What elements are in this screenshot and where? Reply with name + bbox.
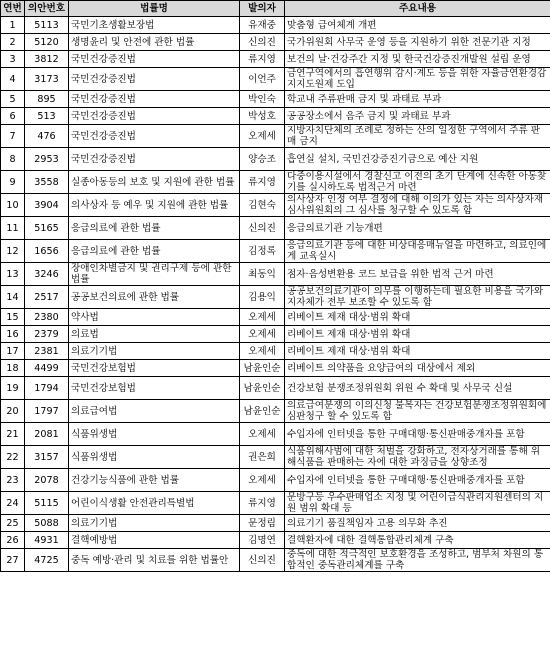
row-main-content: 국가위원회 사무국 운영 등을 지원하기 위한 전문기관 지정 <box>285 34 550 51</box>
table-row <box>1 263 550 286</box>
row-law-name: 의료법 <box>69 326 240 343</box>
row-main-content: 학교내 주류판매 금지 및 과태료 부과 <box>285 91 550 108</box>
row-index: 9 <box>1 171 25 194</box>
row-proposer: 유재중 <box>240 17 285 34</box>
row-main-content: 공공장소에서 음주 금지 및 과태료 부과 <box>285 108 550 125</box>
table-row <box>1 51 550 68</box>
header-bill-number: 의안번호 <box>25 1 69 17</box>
row-proposer: 류지영 <box>240 492 285 515</box>
header-row <box>1 1 550 17</box>
row-main-content: 리베이트 의약품을 요양급여의 대상에서 제외 <box>285 360 550 377</box>
table-row <box>1 469 550 492</box>
row-index: 7 <box>1 125 25 148</box>
table-row <box>1 194 550 217</box>
row-law-name: 국민건강보험법 <box>69 360 240 377</box>
row-proposer: 양승조 <box>240 148 285 171</box>
row-main-content: 점자·음성변환용 코드 보급을 위한 법적 근거 마련 <box>285 263 550 286</box>
row-proposer: 남윤인순 <box>240 400 285 423</box>
table-body <box>1 17 550 572</box>
table-row <box>1 17 550 34</box>
row-law-name: 국민건강증진법 <box>69 148 240 171</box>
row-bill-number: 895 <box>25 91 69 108</box>
row-index: 12 <box>1 240 25 263</box>
row-law-name: 국민기초생활보장법 <box>69 17 240 34</box>
row-main-content: 리베이트 제재 대상·범위 확대 <box>285 326 550 343</box>
row-law-name: 국민건강증진법 <box>69 108 240 125</box>
row-main-content: 금연구역에서의 흡연행위 감시·계도 등을 위한 자율금연환경감지지도원제 도입 <box>285 68 550 91</box>
row-law-name: 장애인차별금지 및 권리구제 등에 관한 법률 <box>69 263 240 286</box>
row-main-content: 공공보건의료기관이 의무를 이행하는데 필요한 비용을 국가와 지자체가 전부 보조할 수 있도록 함 <box>285 286 550 309</box>
row-law-name: 결핵예방법 <box>69 532 240 549</box>
row-index: 27 <box>1 549 25 572</box>
row-main-content: 의료기기 품질책임자 고용 의무화 추진 <box>285 515 550 532</box>
row-main-content: 리베이트 제재 대상·범위 확대 <box>285 343 550 360</box>
row-proposer: 권은희 <box>240 446 285 469</box>
row-proposer: 박인숙 <box>240 91 285 108</box>
row-index: 2 <box>1 34 25 51</box>
table-row <box>1 68 550 91</box>
row-bill-number: 5113 <box>25 17 69 34</box>
row-bill-number: 4499 <box>25 360 69 377</box>
row-law-name: 건강기능식품에 관한 법률 <box>69 469 240 492</box>
row-bill-number: 476 <box>25 125 69 148</box>
row-law-name: 응급의료에 관한 법률 <box>69 217 240 240</box>
row-index: 23 <box>1 469 25 492</box>
row-main-content: 보건의 날·건강주간 지정 및 한국건강증진개발원 설립 운영 <box>285 51 550 68</box>
row-proposer: 오제세 <box>240 343 285 360</box>
row-index: 17 <box>1 343 25 360</box>
row-index: 26 <box>1 532 25 549</box>
row-index: 22 <box>1 446 25 469</box>
table-row <box>1 343 550 360</box>
row-main-content: 문방구등 우수판매업소 지정 및 어린이급식관리지원센터의 지원 범위 확대 등 <box>285 492 550 515</box>
row-proposer: 문정림 <box>240 515 285 532</box>
row-law-name: 중독 예방·관리 및 치료를 위한 법률안 <box>69 549 240 572</box>
row-index: 14 <box>1 286 25 309</box>
row-main-content: 다중이용시설에서 경찰신고 이전의 초기 단계에 신속한 아동찾기를 실시하도록 법적근거 마련 <box>285 171 550 194</box>
row-bill-number: 1656 <box>25 240 69 263</box>
table-row <box>1 549 550 572</box>
row-index: 21 <box>1 423 25 446</box>
row-bill-number: 1797 <box>25 400 69 423</box>
row-law-name: 약사법 <box>69 309 240 326</box>
row-proposer: 오제세 <box>240 309 285 326</box>
row-proposer: 박성호 <box>240 108 285 125</box>
row-law-name: 응급의료에 관한 법률 <box>69 240 240 263</box>
row-bill-number: 2380 <box>25 309 69 326</box>
row-bill-number: 2078 <box>25 469 69 492</box>
row-law-name: 국민건강증진법 <box>69 91 240 108</box>
row-main-content: 응급의료기관 기능개편 <box>285 217 550 240</box>
row-proposer: 오제세 <box>240 125 285 148</box>
row-proposer: 김정록 <box>240 240 285 263</box>
row-bill-number: 5120 <box>25 34 69 51</box>
table-row <box>1 217 550 240</box>
header-law-name: 법률명 <box>69 1 240 17</box>
table-row <box>1 400 550 423</box>
row-proposer: 신의진 <box>240 217 285 240</box>
table-row <box>1 108 550 125</box>
row-bill-number: 2381 <box>25 343 69 360</box>
table-row <box>1 171 550 194</box>
row-law-name: 공공보건의료에 관한 법률 <box>69 286 240 309</box>
table-row <box>1 423 550 446</box>
table-row <box>1 515 550 532</box>
table-row <box>1 446 550 469</box>
table-row <box>1 91 550 108</box>
row-index: 25 <box>1 515 25 532</box>
row-proposer: 신의진 <box>240 34 285 51</box>
table-row <box>1 125 550 148</box>
row-index: 6 <box>1 108 25 125</box>
row-proposer: 김명연 <box>240 532 285 549</box>
row-proposer: 최동익 <box>240 263 285 286</box>
row-bill-number: 2953 <box>25 148 69 171</box>
row-bill-number: 3157 <box>25 446 69 469</box>
row-proposer: 김용익 <box>240 286 285 309</box>
row-law-name: 식품위생법 <box>69 423 240 446</box>
row-index: 10 <box>1 194 25 217</box>
row-main-content: 맞춤형 급여체계 개편 <box>285 17 550 34</box>
row-main-content: 지방자치단체의 조례로 정하는 산의 일정한 구역에서 주류 판매 금지 <box>285 125 550 148</box>
row-main-content: 결핵환자에 대한 결핵통합관리체계 구축 <box>285 532 550 549</box>
row-main-content: 중독에 대한 적극적인 보호환경을 조성하고, 범부처 차원의 통합적인 중독관리체계를 구축 <box>285 549 550 572</box>
row-index: 8 <box>1 148 25 171</box>
row-proposer: 이언주 <box>240 68 285 91</box>
header-index: 연번 <box>1 1 25 17</box>
row-index: 3 <box>1 51 25 68</box>
table-row <box>1 360 550 377</box>
row-index: 1 <box>1 17 25 34</box>
row-bill-number: 5165 <box>25 217 69 240</box>
row-law-name: 의료급여법 <box>69 400 240 423</box>
table-row <box>1 532 550 549</box>
row-bill-number: 3173 <box>25 68 69 91</box>
row-law-name: 국민건강증진법 <box>69 125 240 148</box>
row-index: 15 <box>1 309 25 326</box>
row-law-name: 국민건강보험법 <box>69 377 240 400</box>
row-law-name: 국민건강증진법 <box>69 51 240 68</box>
row-proposer: 김현숙 <box>240 194 285 217</box>
table-row <box>1 34 550 51</box>
row-main-content: 흡연실 설치, 국민건강증진기금으로 예산 지원 <box>285 148 550 171</box>
row-index: 4 <box>1 68 25 91</box>
table-row <box>1 309 550 326</box>
row-law-name: 의료기기법 <box>69 515 240 532</box>
row-index: 18 <box>1 360 25 377</box>
row-bill-number: 2517 <box>25 286 69 309</box>
row-index: 19 <box>1 377 25 400</box>
row-index: 16 <box>1 326 25 343</box>
row-proposer: 남윤인순 <box>240 360 285 377</box>
row-bill-number: 4725 <box>25 549 69 572</box>
row-bill-number: 513 <box>25 108 69 125</box>
row-law-name: 의사상자 등 예우 및 지원에 관한 법률 <box>69 194 240 217</box>
row-index: 20 <box>1 400 25 423</box>
row-law-name: 실종아동등의 보호 및 지원에 관한 법률 <box>69 171 240 194</box>
row-bill-number: 1794 <box>25 377 69 400</box>
row-bill-number: 4931 <box>25 532 69 549</box>
table-row <box>1 492 550 515</box>
row-proposer: 오제세 <box>240 326 285 343</box>
row-bill-number: 2081 <box>25 423 69 446</box>
row-index: 11 <box>1 217 25 240</box>
table-row <box>1 148 550 171</box>
row-proposer: 류지영 <box>240 171 285 194</box>
row-proposer: 남윤인순 <box>240 377 285 400</box>
header-main-content: 주요내용 <box>285 1 550 17</box>
row-proposer: 신의진 <box>240 549 285 572</box>
row-main-content: 수입자에 인터넷을 통한 구매대행·통신판매중개자를 포함 <box>285 469 550 492</box>
row-index: 5 <box>1 91 25 108</box>
row-law-name: 국민건강증진법 <box>69 68 240 91</box>
table-row <box>1 377 550 400</box>
row-bill-number: 5115 <box>25 492 69 515</box>
row-law-name: 의료기기법 <box>69 343 240 360</box>
row-main-content: 리베이트 제재 대상·범위 확대 <box>285 309 550 326</box>
row-law-name: 식품위생법 <box>69 446 240 469</box>
row-proposer: 오제세 <box>240 469 285 492</box>
table-row <box>1 326 550 343</box>
header-proposer: 발의자 <box>240 1 285 17</box>
row-proposer: 류지영 <box>240 51 285 68</box>
row-law-name: 생명윤리 및 안전에 관한 법률 <box>69 34 240 51</box>
row-bill-number: 3812 <box>25 51 69 68</box>
row-index: 24 <box>1 492 25 515</box>
row-bill-number: 3246 <box>25 263 69 286</box>
row-index: 13 <box>1 263 25 286</box>
row-bill-number: 2379 <box>25 326 69 343</box>
row-proposer: 오제세 <box>240 423 285 446</box>
row-main-content: 응급의료기관 등에 대한 비상대응매뉴얼을 마련하고, 의료인에게 교육실시 <box>285 240 550 263</box>
row-main-content: 건강보험 분쟁조정위원회 위원 수 확대 및 사무국 신설 <box>285 377 550 400</box>
table-row <box>1 240 550 263</box>
row-main-content: 의사상자 인정 여부 결정에 대해 이의가 있는 자는 의사상자재심사위원회의 그 심사를 청구할 수 있도록 함 <box>285 194 550 217</box>
row-bill-number: 5088 <box>25 515 69 532</box>
row-main-content: 수입자에 인터넷을 통한 구매대행·통신판매중개자를 포함 <box>285 423 550 446</box>
table-row <box>1 286 550 309</box>
row-main-content: 식품위해사범에 대한 처벌을 강화하고, 전자상거래를 통해 위해식품을 판매하는 자에 대한 과징금을 상향조정 <box>285 446 550 469</box>
row-bill-number: 3904 <box>25 194 69 217</box>
row-bill-number: 3558 <box>25 171 69 194</box>
row-law-name: 어린이식생활 안전관리특별법 <box>69 492 240 515</box>
row-main-content: 의료급여분쟁의 이의신청 불복자는 건강보험분쟁조정위원회에 심판청구 할 수 있도록 함 <box>285 400 550 423</box>
